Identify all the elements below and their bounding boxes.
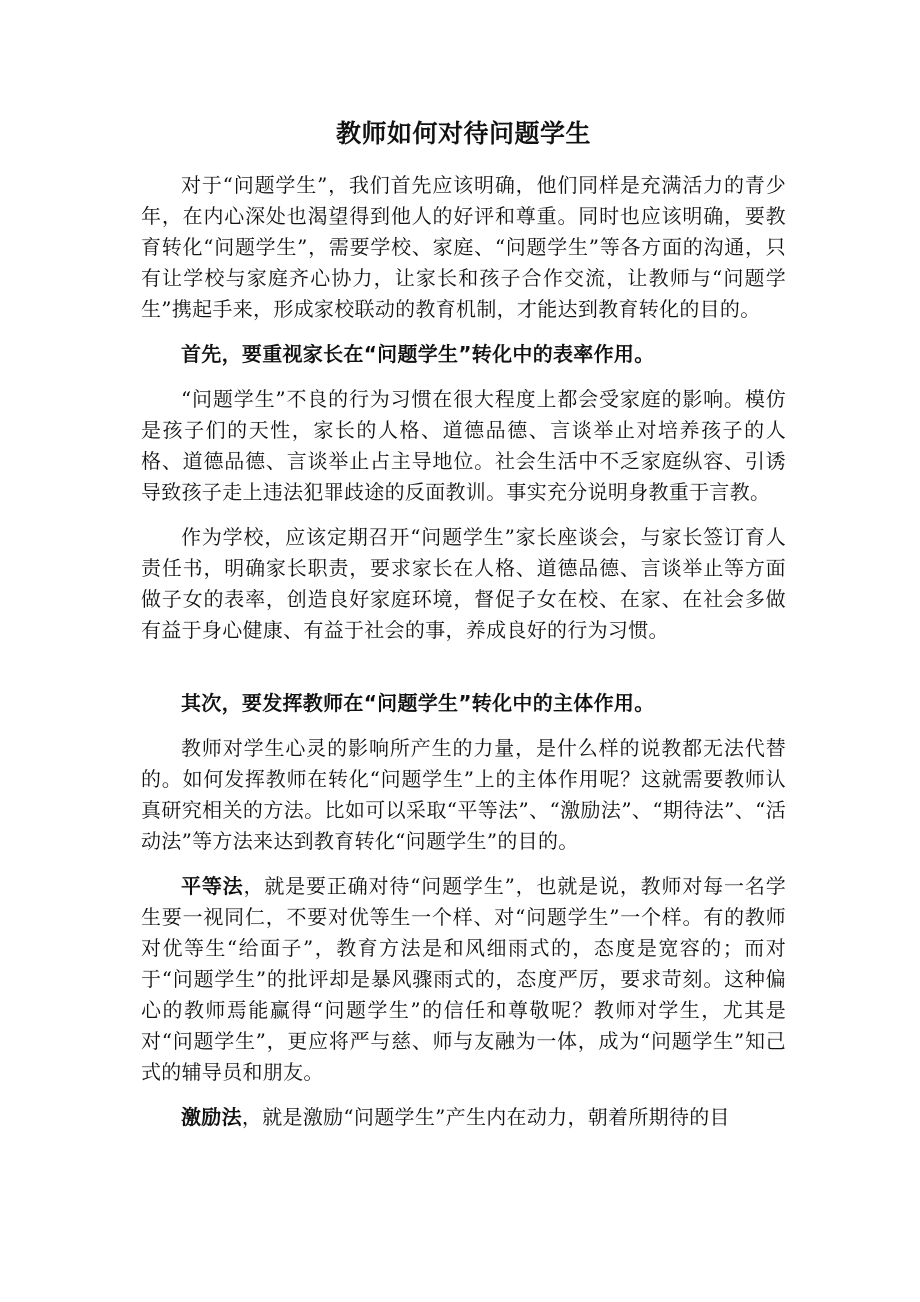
- encourage-method-term: 激励法: [181, 1105, 242, 1129]
- intro-paragraph: 对于“问题学生”，我们首先应该明确，他们同样是充满活力的青少年，在内心深处也渴望得到他人的好评和尊重。同时也应该明确，要教育转化“问题学生”，需要学校、家庭、“问题学生”等各方面的沟通，只有让学校与家庭齐心协力，让家长和孩子合作交流，让教师与“问题学生”携起手来，形成家校联动的教育机制，才能达到教育转化的目的。: [141, 173, 786, 321]
- section1-paragraph-1: “问题学生”不良的行为习惯在很大程度上都会受家庭的影响。模仿是孩子们的天性，家长的人格、道德品德、言谈举止对培养孩子的人格、道德品德、言谈举止占主导地位。社会生活中不乏家庭纵容、引诱导致孩子走上违法犯罪歧途的反面教训。事实充分说明身教重于言教。: [141, 387, 786, 504]
- document-page: [141, 112, 786, 1133]
- section1-paragraph-2: 作为学校，应该定期召开“问题学生”家长座谈会，与家长签订育人责任书，明确家长职责，要求家长在人格、道德品德、言谈举止等方面做子女的表率，创造良好家庭环境，督促子女在校、在家、在社会多做有益于身心健康、有益于社会的事，养成良好的行为习惯。: [141, 525, 786, 642]
- document-title: 教师如何对待问题学生: [335, 119, 591, 148]
- section1-heading: 首先，要重视家长在“问题学生”转化中的表率作用。: [181, 342, 655, 366]
- equal-method-term: 平等法: [181, 874, 244, 898]
- equal-method-text: ，就是要正确对待“问题学生”，也就是说，教师对每一名学生要一视同仁，不要对优等生一个样、对“问题学生”一个样。有的教师对优等生“给面子”，教育方法是和风细雨式的，态度是宽容的；而对于“问题学生”的批评却是暴风骤雨式的，态度严厉，要求苛刻。这种偏心的教师焉能赢得“问题学生”的信任和尊敬呢？教师对学生，尤其是对“问题学生”，更应将严与慈、师与友融为一体，成为“问题学生”知己式的辅导员和朋友。: [141, 874, 786, 1084]
- encourage-method-text: ，就是激励“问题学生”产生内在动力，朝着所期待的目: [241, 1105, 730, 1129]
- section2-heading: 其次，要发挥教师在“问题学生”转化中的主体作用。: [181, 691, 655, 715]
- equal-method-paragraph: [141, 871, 786, 1088]
- encourage-method-paragraph: [141, 1102, 786, 1133]
- section2-paragraph-1: 教师对学生心灵的影响所产生的力量，是什么样的说教都无法代替的。如何发挥教师在转化“问题学生”上的主体作用呢？这就需要教师认真研究相关的方法。比如可以采取“平等法”、“激励法”、“期待法”、“活动法”等方法来达到教育转化“问题学生”的目的。: [141, 736, 786, 853]
